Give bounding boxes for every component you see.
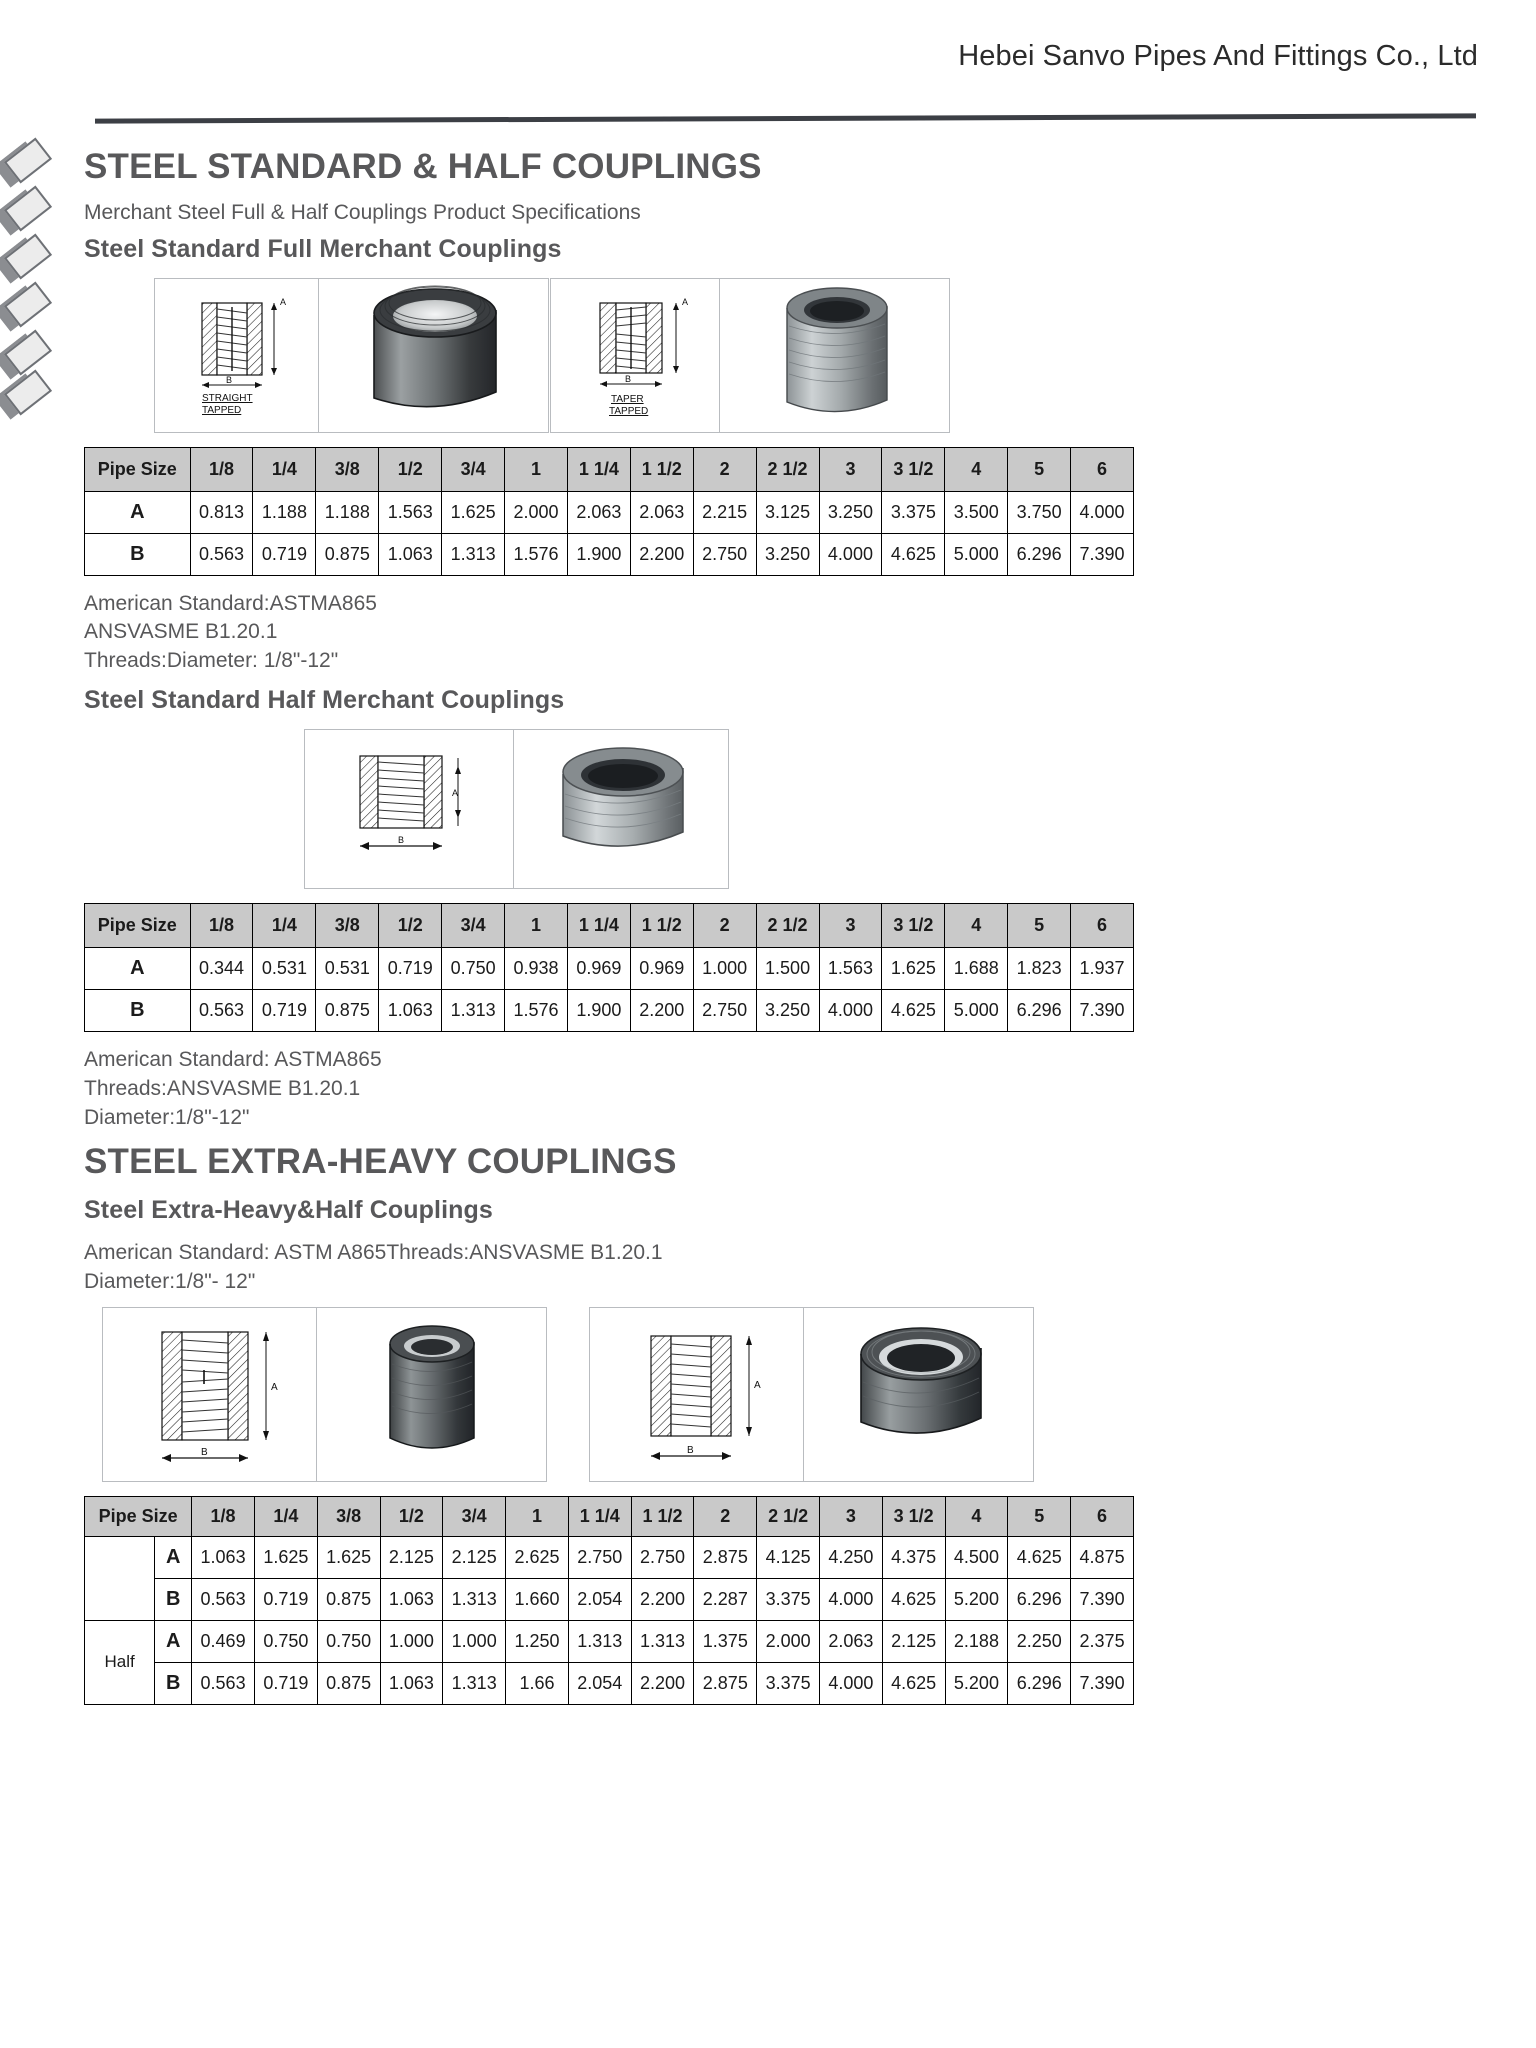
standard-line: American Standard: ASTMA865 <box>84 1048 382 1072</box>
standard-line: Threads:ANSVASME B1.20.1 <box>84 1077 361 1101</box>
svg-text:B: B <box>624 374 631 384</box>
standards-block-3 <box>84 1239 1488 1297</box>
column-header-pipe-size: Pipe Size <box>85 904 191 948</box>
table-cell: 4.625 <box>882 533 945 575</box>
column-header-size: 3/8 <box>316 904 379 948</box>
column-header-size: 4 <box>945 447 1008 491</box>
svg-text:A: A <box>753 1380 761 1392</box>
table-cell: 0.563 <box>190 533 253 575</box>
product-image-strip-half-merchant <box>304 729 1488 889</box>
section-subtitle-extra-heavy: Steel Extra-Heavy&Half Couplings <box>84 1195 493 1224</box>
diagram-taper-tapped <box>550 278 720 433</box>
table-header-row <box>85 904 1134 948</box>
table-cell: 3.375 <box>757 1578 820 1620</box>
table-cell: 2.200 <box>630 533 693 575</box>
table-body <box>85 948 1134 1032</box>
svg-text:A: A <box>279 297 286 307</box>
table-cell: 2.200 <box>630 990 693 1032</box>
diagram-extra-heavy-coupling <box>102 1307 317 1482</box>
table-cell: 2.625 <box>506 1536 569 1578</box>
table-cell: 3.250 <box>819 491 882 533</box>
table-cell: 7.390 <box>1071 1662 1134 1704</box>
spec-table-half-merchant <box>84 903 1134 1032</box>
table-cell: 7.390 <box>1071 990 1134 1032</box>
table-header-row <box>85 1496 1134 1536</box>
section-title-half-merchant: Steel Standard Half Merchant Couplings <box>84 686 565 715</box>
photo-extra-heavy-half-coupling <box>804 1307 1034 1482</box>
column-header-size: 1/2 <box>380 1496 443 1536</box>
column-header-pipe-size: Pipe Size <box>85 1496 192 1536</box>
table-cell: 3.125 <box>756 491 819 533</box>
column-header-size: 1/2 <box>379 447 442 491</box>
table-cell: 2.063 <box>567 491 630 533</box>
table-cell: 1.937 <box>1071 948 1134 990</box>
table-cell: 0.531 <box>316 948 379 990</box>
table-cell: 1.000 <box>443 1620 506 1662</box>
table-cell: 2.750 <box>693 990 756 1032</box>
column-header-size: 1 1/4 <box>567 904 630 948</box>
table-cell: 2.750 <box>693 533 756 575</box>
column-header-size: 1/8 <box>190 904 253 948</box>
column-header-size: 1 1/2 <box>631 1496 694 1536</box>
table-cell: 0.719 <box>253 990 316 1032</box>
table-cell: 4.250 <box>819 1536 882 1578</box>
table-cell: 3.750 <box>1008 491 1071 533</box>
svg-text:TAPPED: TAPPED <box>608 406 648 417</box>
table-cell: 1.000 <box>380 1620 443 1662</box>
table-cell: 2.125 <box>882 1620 945 1662</box>
table-cell: 1.313 <box>568 1620 631 1662</box>
table-cell: 4.500 <box>945 1536 1008 1578</box>
table-cell: 6.296 <box>1008 1578 1071 1620</box>
table-cell: 6.296 <box>1008 533 1071 575</box>
table-cell: 2.054 <box>568 1662 631 1704</box>
table-cell: 1.563 <box>379 491 442 533</box>
column-header-size: 1 1/2 <box>630 447 693 491</box>
table-cell: 0.719 <box>254 1662 317 1704</box>
column-header-size: 1/8 <box>190 447 253 491</box>
table-cell: 0.719 <box>254 1578 317 1620</box>
table-cell: 1.000 <box>693 948 756 990</box>
column-header-size: 1 <box>505 904 568 948</box>
table-cell: 7.390 <box>1071 1578 1134 1620</box>
table-cell: 2.054 <box>568 1578 631 1620</box>
table-cell: 1.313 <box>631 1620 694 1662</box>
diagram-half-coupling <box>304 729 514 889</box>
column-header-size: 3 <box>819 447 882 491</box>
table-cell: 0.750 <box>317 1620 380 1662</box>
table-cell: 1.313 <box>443 1578 506 1620</box>
row-group-label <box>85 1536 155 1620</box>
table-cell: 0.875 <box>316 990 379 1032</box>
table-cell: 1.375 <box>694 1620 757 1662</box>
diagram-extra-heavy-half-coupling <box>589 1307 804 1482</box>
column-header-size: 3/4 <box>442 904 505 948</box>
table-body <box>85 1536 1134 1704</box>
table-cell: 4.000 <box>819 1662 882 1704</box>
spec-table-extra-heavy-wrapper <box>84 1496 1488 1705</box>
column-header-size: 3 1/2 <box>882 447 945 491</box>
table-cell: 0.875 <box>317 1662 380 1704</box>
column-header-size: 4 <box>945 1496 1008 1536</box>
photo-full-coupling-galvanized <box>720 278 950 433</box>
spec-table-full-merchant <box>84 447 1134 576</box>
standard-line: Diameter:1/8"- 12" <box>84 1269 256 1293</box>
page-title: STEEL STANDARD & HALF COUPLINGS <box>84 147 762 186</box>
table-cell: 4.625 <box>882 1578 945 1620</box>
table-cell: 1.625 <box>442 491 505 533</box>
table-cell: 3.375 <box>757 1662 820 1704</box>
column-header-size: 1/4 <box>253 447 316 491</box>
table-cell: 1.66 <box>506 1662 569 1704</box>
table-row <box>85 990 1134 1032</box>
table-cell: 5.000 <box>945 533 1008 575</box>
table-cell: 1.900 <box>567 990 630 1032</box>
table-cell: 4.000 <box>819 533 882 575</box>
column-header-size: 2 <box>693 904 756 948</box>
table-cell: 1.900 <box>567 533 630 575</box>
svg-text:B: B <box>225 375 232 385</box>
table-cell: 1.313 <box>442 533 505 575</box>
table-cell: 2.063 <box>819 1620 882 1662</box>
table-cell: 0.969 <box>630 948 693 990</box>
column-header-size: 3/4 <box>443 1496 506 1536</box>
column-header-size: 2 1/2 <box>756 904 819 948</box>
table-row <box>85 1578 1134 1620</box>
table-cell: 2.125 <box>380 1536 443 1578</box>
table-cell: 5.200 <box>945 1578 1008 1620</box>
table-cell: 4.625 <box>882 990 945 1032</box>
spec-table-full-merchant-wrapper <box>84 447 1488 576</box>
table-cell: 3.500 <box>945 491 1008 533</box>
table-cell: 1.625 <box>317 1536 380 1578</box>
row-label: A <box>85 948 191 990</box>
table-cell: 5.200 <box>945 1662 1008 1704</box>
column-header-size: 2 <box>694 1496 757 1536</box>
table-cell: 6.296 <box>1008 1662 1071 1704</box>
column-header-size: 1/8 <box>192 1496 255 1536</box>
row-label: B <box>155 1578 192 1620</box>
photo-full-coupling-black <box>319 278 549 433</box>
table-cell: 2.200 <box>631 1662 694 1704</box>
column-header-size: 6 <box>1071 904 1134 948</box>
table-row <box>85 491 1134 533</box>
table-cell: 4.625 <box>882 1662 945 1704</box>
table-cell: 2.188 <box>945 1620 1008 1662</box>
svg-text:STRAIGHT: STRAIGHT <box>201 393 253 404</box>
row-label: B <box>85 533 191 575</box>
row-label: A <box>155 1620 192 1662</box>
standard-line: ANSVASME B1.20.1 <box>84 620 278 644</box>
product-image-strip-extra-heavy <box>102 1307 1488 1482</box>
table-cell: 2.375 <box>1071 1620 1134 1662</box>
column-header-size: 2 1/2 <box>757 1496 820 1536</box>
column-header-size: 6 <box>1071 447 1134 491</box>
column-header-size: 3 <box>819 1496 882 1536</box>
table-cell: 1.188 <box>316 491 379 533</box>
document-body <box>84 148 1488 1709</box>
table-cell: 1.063 <box>380 1578 443 1620</box>
table-cell: 2.200 <box>631 1578 694 1620</box>
table-cell: 2.000 <box>505 491 568 533</box>
table-cell: 1.063 <box>380 1662 443 1704</box>
table-cell: 3.250 <box>756 533 819 575</box>
table-cell: 2.250 <box>1008 1620 1071 1662</box>
row-group-label-half: Half <box>85 1620 155 1704</box>
table-cell: 1.188 <box>253 491 316 533</box>
table-cell: 1.688 <box>945 948 1008 990</box>
decorative-rhombus-chain <box>0 145 60 410</box>
column-header-size: 3/8 <box>317 1496 380 1536</box>
table-body <box>85 491 1134 575</box>
svg-text:B: B <box>686 1445 694 1457</box>
svg-text:A: A <box>451 788 458 799</box>
standard-line: Diameter:1/8"-12" <box>84 1106 250 1130</box>
svg-text:TAPER: TAPER <box>610 394 644 405</box>
column-header-size: 3/8 <box>316 447 379 491</box>
table-cell: 2.000 <box>757 1620 820 1662</box>
table-cell: 4.375 <box>882 1536 945 1578</box>
column-header-size: 3 1/2 <box>882 1496 945 1536</box>
header-divider-rule <box>95 113 1476 123</box>
column-header-size: 2 1/2 <box>756 447 819 491</box>
table-cell: 1.576 <box>505 990 568 1032</box>
table-cell: 0.875 <box>316 533 379 575</box>
column-header-size: 5 <box>1008 1496 1071 1536</box>
table-row <box>85 1536 1134 1578</box>
table-cell: 1.823 <box>1008 948 1071 990</box>
photo-half-coupling-galvanized <box>514 729 729 889</box>
table-cell: 0.750 <box>442 948 505 990</box>
column-header-size: 3 1/2 <box>882 904 945 948</box>
standard-line: Threads:Diameter: 1/8"-12" <box>84 649 339 673</box>
standards-block-2 <box>84 1046 1488 1133</box>
table-cell: 1.500 <box>756 948 819 990</box>
company-name: Hebei Sanvo Pipes And Fittings Co., Ltd <box>958 40 1478 72</box>
table-cell: 4.625 <box>1008 1536 1071 1578</box>
table-cell: 0.719 <box>379 948 442 990</box>
column-header-size: 5 <box>1008 904 1071 948</box>
page-subtitle: Merchant Steel Full & Half Couplings Product Specifications <box>84 200 641 224</box>
table-cell: 1.313 <box>442 990 505 1032</box>
column-header-size: 5 <box>1008 447 1071 491</box>
standards-block-1 <box>84 590 1488 677</box>
table-cell: 0.750 <box>254 1620 317 1662</box>
table-cell: 1.625 <box>254 1536 317 1578</box>
table-cell: 0.563 <box>192 1578 255 1620</box>
table-cell: 2.287 <box>694 1578 757 1620</box>
svg-text:A: A <box>681 297 688 307</box>
row-label: A <box>85 491 191 533</box>
column-header-size: 1 1/4 <box>567 447 630 491</box>
table-cell: 1.063 <box>379 533 442 575</box>
standard-line: American Standard:ASTMA865 <box>84 591 377 615</box>
column-header-size: 1 <box>506 1496 569 1536</box>
table-cell: 3.375 <box>882 491 945 533</box>
svg-text:A: A <box>270 1382 278 1394</box>
svg-text:TAPPED: TAPPED <box>201 405 241 416</box>
column-header-size: 1/2 <box>379 904 442 948</box>
table-cell: 1.563 <box>819 948 882 990</box>
table-cell: 2.750 <box>631 1536 694 1578</box>
standard-line: American Standard: ASTM A865Threads:ANSVASME B1.20.1 <box>84 1240 663 1264</box>
photo-extra-heavy-coupling-dark <box>317 1307 547 1482</box>
product-image-strip-full-merchant <box>154 278 1488 433</box>
table-cell: 2.875 <box>694 1536 757 1578</box>
table-cell: 0.344 <box>190 948 253 990</box>
table-cell: 1.250 <box>506 1620 569 1662</box>
svg-text:B: B <box>397 835 404 846</box>
table-cell: 2.750 <box>568 1536 631 1578</box>
table-cell: 2.875 <box>694 1662 757 1704</box>
table-cell: 1.063 <box>379 990 442 1032</box>
table-cell: 1.063 <box>192 1536 255 1578</box>
diagram-straight-tapped <box>154 278 319 433</box>
section-title-full-merchant: Steel Standard Full Merchant Couplings <box>84 234 562 263</box>
table-cell: 1.576 <box>505 533 568 575</box>
table-cell: 0.875 <box>317 1578 380 1620</box>
column-header-size: 1 1/4 <box>568 1496 631 1536</box>
row-label: A <box>155 1536 192 1578</box>
table-cell: 6.296 <box>1008 990 1071 1032</box>
column-header-size: 3 <box>819 904 882 948</box>
column-header-size: 3/4 <box>442 447 505 491</box>
spec-table-extra-heavy <box>84 1496 1134 1705</box>
table-row <box>85 948 1134 990</box>
column-header-size: 1 1/2 <box>630 904 693 948</box>
table-header-row <box>85 447 1134 491</box>
table-cell: 4.000 <box>819 990 882 1032</box>
table-cell: 0.469 <box>192 1620 255 1662</box>
table-cell: 7.390 <box>1071 533 1134 575</box>
column-header-size: 1/4 <box>253 904 316 948</box>
section-title-extra-heavy: STEEL EXTRA-HEAVY COUPLINGS <box>84 1142 677 1182</box>
table-cell: 0.969 <box>567 948 630 990</box>
table-cell: 1.625 <box>882 948 945 990</box>
column-header-pipe-size: Pipe Size <box>85 447 191 491</box>
table-cell: 4.000 <box>819 1578 882 1620</box>
table-row <box>85 533 1134 575</box>
table-cell: 4.000 <box>1071 491 1134 533</box>
spec-table-half-merchant-wrapper <box>84 903 1488 1032</box>
table-cell: 0.531 <box>253 948 316 990</box>
table-cell: 1.660 <box>506 1578 569 1620</box>
table-row <box>85 1620 1134 1662</box>
column-header-size: 1 <box>505 447 568 491</box>
row-label: B <box>155 1662 192 1704</box>
table-cell: 2.215 <box>693 491 756 533</box>
table-cell: 2.063 <box>630 491 693 533</box>
table-cell: 4.875 <box>1071 1536 1134 1578</box>
table-cell: 1.313 <box>443 1662 506 1704</box>
column-header-size: 1/4 <box>254 1496 317 1536</box>
table-cell: 0.563 <box>192 1662 255 1704</box>
svg-text:B: B <box>200 1447 208 1459</box>
table-cell: 0.719 <box>253 533 316 575</box>
table-row <box>85 1662 1134 1704</box>
column-header-size: 4 <box>945 904 1008 948</box>
table-cell: 3.250 <box>756 990 819 1032</box>
table-cell: 0.563 <box>190 990 253 1032</box>
column-header-size: 2 <box>693 447 756 491</box>
table-cell: 0.813 <box>190 491 253 533</box>
table-cell: 0.938 <box>505 948 568 990</box>
table-cell: 2.125 <box>443 1536 506 1578</box>
table-cell: 5.000 <box>945 990 1008 1032</box>
column-header-size: 6 <box>1071 1496 1134 1536</box>
table-cell: 4.125 <box>757 1536 820 1578</box>
row-label: B <box>85 990 191 1032</box>
